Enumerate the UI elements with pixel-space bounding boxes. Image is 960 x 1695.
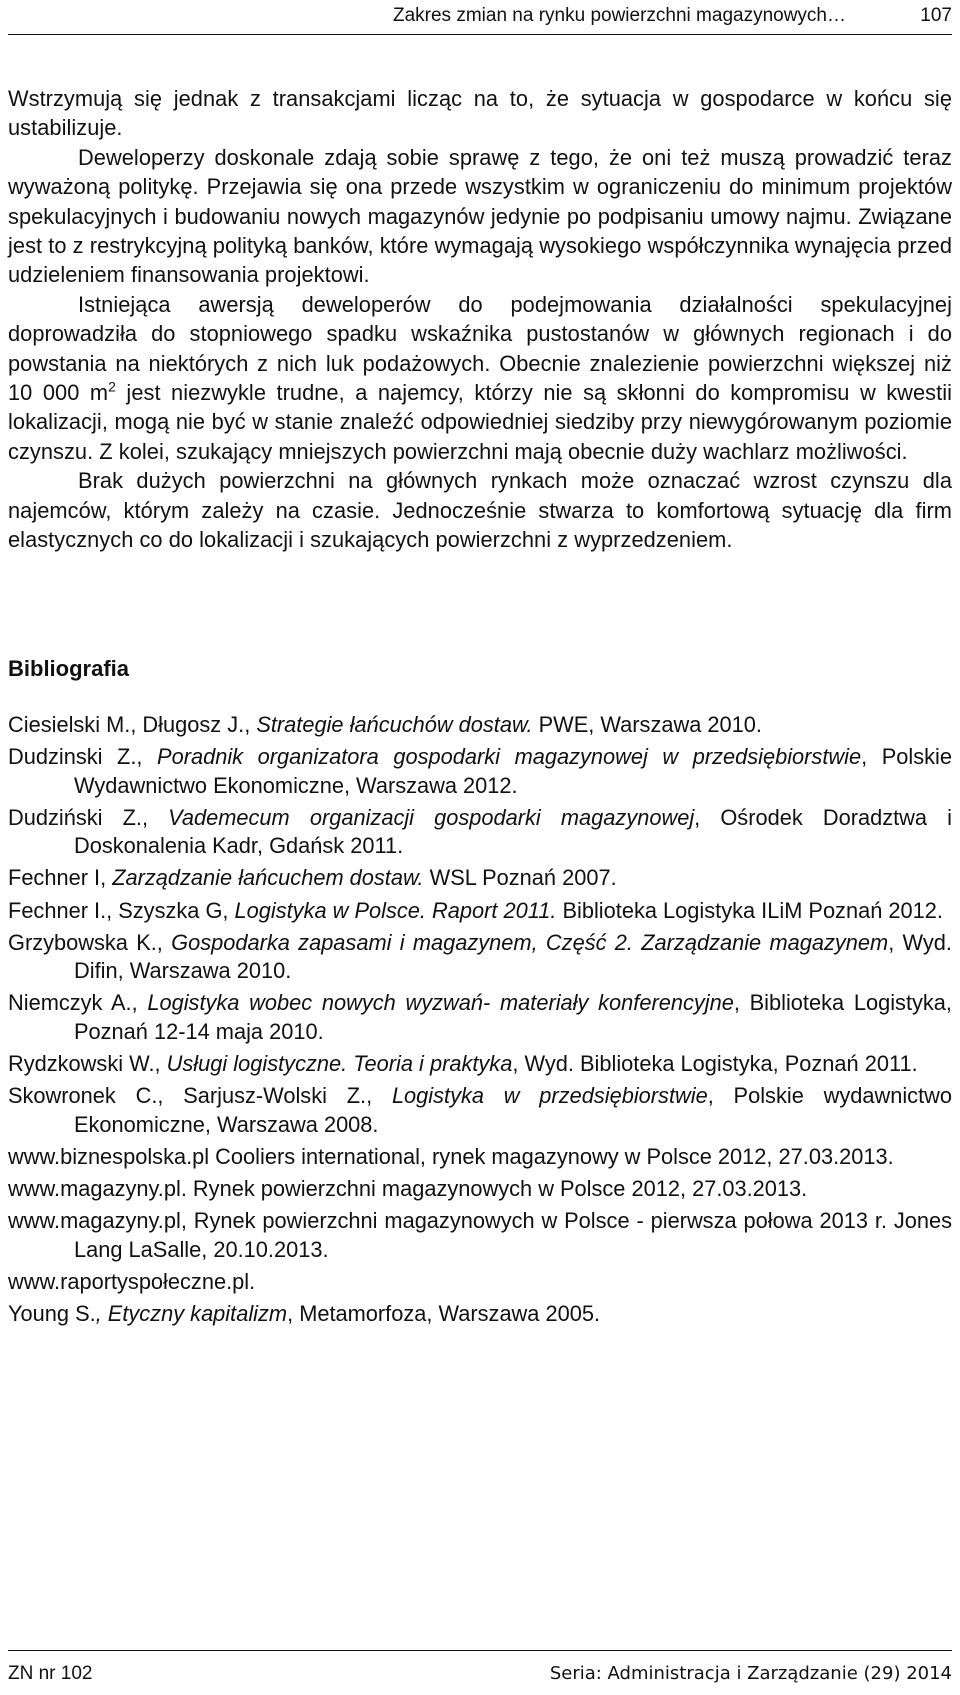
bib-title: Usługi logistyczne. Teoria i praktyka [166,1051,513,1077]
bib-title: Poradnik organizatora gospodarki magazynowej w przedsiębiorstwie [157,744,862,770]
bib-author: Rydzkowski W., [8,1051,167,1077]
superscript-2: 2 [108,378,116,395]
bibliography-heading: Bibliografia [8,656,130,681]
running-footer [8,1650,952,1691]
bib-entry [8,989,952,1046]
body-text [8,84,952,555]
bib-title: Logistyka wobec nowych wyzwań- materiały konferencyjne [147,990,734,1016]
bib-entry [8,864,952,893]
bib-author: Niemczyk A., [8,990,148,1016]
paragraph-2: Deweloperzy doskonale zdają sobie sprawę z tego, że oni też muszą prowadzić teraz wyważoną politykę. Przejawia się ona przede wszystkim w ograniczeniu do minimum projektów spekulacyjnych i budowaniu nowych magazynów jedynie po podpisaniu umowy najmu. Związane jest to z restrykcyjną polityką banków, które wymagają wysokiego współczynnika wynajęcia przed udzieleniem finansowania projektowi. [8,144,952,288]
bib-title: Strategie łańcuchów dostaw. [256,712,533,737]
bib-publisher: PWE, Warszawa 2010. [532,712,762,737]
bib-title: Vademecum organizacji gospodarki magazynowej [168,804,695,830]
bib-publisher: , Metamorfoza, Warszawa 2005. [287,1300,601,1326]
paragraph-3-part-a: Istniejąca awersją deweloperów do podejmowania działalności spekulacyjnej doprowadziła do stopniowego spadku wskaźnika pustostanów w głównych regionach i do powstania na niektórych z nich luk podażowych. Obecnie znalezienie powierzchni większej niż 10 000 m [8,291,952,406]
journal-number: ZN nr 102 [8,1663,93,1684]
bib-author: Dudzinski Z., [8,744,158,770]
bib-publisher: , Polskie wydawnictwo Ekonomiczne, Warszawa 2008. [74,1083,952,1137]
bib-author: Young S. [8,1300,96,1326]
bib-entry [8,743,952,800]
bib-author: Grzybowska K., [8,929,172,955]
bib-author: Fechner I, [8,865,113,891]
paragraph-4: Brak dużych powierzchni na głównych rynkach może oznaczać wzrost czynszu dla najemców, którym zależy na czasie. Jednocześnie stwarza to komfortową sytuację dla firm elastycznych co do lokalizacji i szukających powierzchni z wyprzedzeniem. [8,468,952,553]
bib-author: Fechner I., Szyszka G, [8,897,235,923]
bib-entry [8,804,952,861]
bib-entry [8,1050,952,1079]
bib-publisher: , Biblioteka Logistyka, Poznań 12-14 maja 2010. [74,990,952,1044]
bib-title: Gospodarka zapasami i magazynem, Część 2. Zarządzanie magazynem [171,929,889,955]
bib-entry [8,1207,952,1264]
bib-title: Zarządzanie łańcuchem dostaw. [112,865,424,891]
bib-title: Logistyka w przedsiębiorstwie [391,1083,708,1109]
bib-publisher: , Wyd. Biblioteka Logistyka, Poznań 2011. [512,1051,918,1077]
bib-publisher: , Wyd. Difin, Warszawa 2010. [74,929,952,984]
series-info: Seria: Administracja i Zarządzanie (29) 2014 [549,1663,952,1684]
bib-entry [8,1143,952,1172]
bib-entry [8,1082,952,1139]
bib-source: www.raportyspołeczne.pl. [8,1268,256,1294]
bib-entry [8,711,952,740]
bib-entry [8,1175,952,1204]
bib-source: www.magazyny.pl, Rynek powierzchni magazynowych w Polsce - pierwsza połowa 2013 r. Jones Lang LaSalle, 20.10.2013. [8,1208,952,1262]
running-header [8,2,952,35]
bib-publisher: , Polskie Wydawnictwo Ekonomiczne, Warszawa 2012. [74,744,952,798]
paragraph-3-part-b: jest niezwykle trudne, a najemcy, którzy nie są skłonni do kompromisu w kwestii lokalizacji, mogą nie być w stanie znaleźć odpowiedniej siedziby przy niewygórowanym poziomie czynszu. Z kolei, szukający mniejszych powierzchni mają obecnie duży wachlarz możliwości. [8,380,952,464]
bib-entry [8,929,952,986]
bib-source: www.magazyny.pl. Rynek powierzchni magazynowych w Polsce 2012, 27.03.2013. [8,1175,808,1201]
paragraph-3 [8,290,952,466]
bib-title: Logistyka w Polsce. Raport 2011. [234,897,557,923]
bib-publisher: , Ośrodek Doradztwa i Doskonalenia Kadr, Gdańsk 2011. [74,804,952,859]
bib-entry [8,1300,952,1329]
bib-entry [8,897,952,926]
header-title: Zakres zmian na rynku powierzchni magazynowych… [392,5,846,26]
bib-author: Ciesielski M., Długosz J., [8,712,257,737]
bib-publisher: WSL Poznań 2007. [423,865,617,891]
bib-entry [8,1268,952,1297]
bib-author: Skowronek C., Sarjusz-Wolski Z., [8,1083,392,1109]
bib-source: www.biznespolska.pl Cooliers international, rynek magazynowy w Polsce 2012, 27.03.2013. [8,1143,894,1169]
bibliography-list [8,711,952,1332]
bib-title: , Etyczny kapitalizm [95,1300,288,1326]
page-number: 107 [920,5,952,26]
bib-publisher: Biblioteka Logistyka ILiM Poznań 2012. [556,897,943,923]
paragraph-1: Wstrzymują się jednak z transakcjami licząc na to, że sytuacja w gospodarce w końcu się ustabilizuje. [8,86,952,141]
bib-author: Dudziński Z., [8,804,169,830]
